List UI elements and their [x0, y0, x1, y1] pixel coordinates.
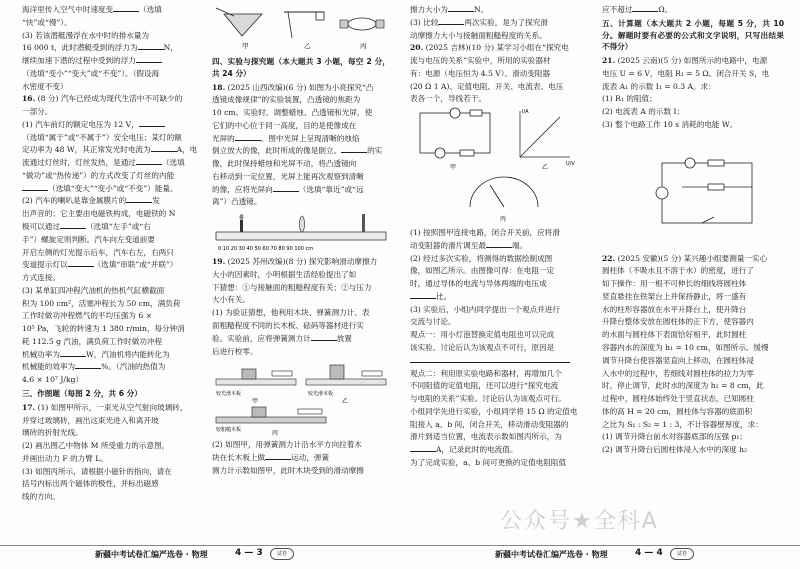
voltmeter — [435, 148, 445, 158]
axis-label: I/A — [522, 109, 529, 116]
footer-title: 新疆中考试卷汇编严选卷 · 物理 — [95, 550, 208, 559]
text: 括号内标出两个磁体的极性，并标出磁感 — [22, 479, 159, 489]
text: (3) 如图丙所示，请根据小磁针的指向，请在 — [22, 466, 172, 476]
text: 小组同学先进行实验，小组同学将 15 Ω 的定值电 — [410, 406, 578, 416]
figure-label: 丙 — [500, 216, 507, 224]
block-jia — [242, 369, 256, 379]
text: “做功”或“热传递”）的方式改变了灯丝的 — [22, 170, 160, 180]
text: 水的柱形容器放在水平升降台上，使升降台 — [602, 304, 747, 314]
text: (2025 苏州改编)(8 分) 探究影响滑动摩擦力 — [227, 257, 378, 267]
resistor-r2 — [708, 184, 724, 190]
answer-blank[interactable] — [265, 452, 291, 460]
text: 如下操作：用一根不可伸长的细线将圆柱体 — [602, 279, 747, 289]
text: 升降台整体安放在圆柱体的正下方，使容器内 — [602, 317, 754, 327]
text: 大小的因素时，小明根据生活经验提出了如 — [212, 269, 357, 279]
question-number: 21. — [602, 56, 616, 66]
text: 发 — [152, 196, 160, 206]
text: 继续加速下潜的过程中受到的浮力 — [22, 56, 136, 66]
figure-label: 丙 — [360, 42, 367, 50]
answer-blank[interactable] — [410, 291, 436, 299]
answer-blank[interactable] — [75, 361, 101, 369]
text: 10 cm。实验时，调整蜡烛、凸透镜和光屏，使 — [212, 108, 373, 118]
circuit-loop — [662, 163, 752, 223]
answer-blank[interactable] — [410, 355, 570, 363]
text: 动摩擦力大小与接触面粗糙程度的关系。 — [410, 30, 547, 40]
text: 并穿过玻璃砖，画出这束光进入和离开玻 — [22, 415, 159, 425]
figure-label: 较粗糙木板 — [216, 427, 242, 434]
text: (20 Ω 1 A)、定值电阻、开关、电流表、电压 — [410, 81, 564, 91]
text: 出声音的；它主要由电磁铁构成，电磁铁的 N — [22, 209, 176, 219]
friction-diagram — [212, 359, 390, 437]
question-number: 20. — [410, 43, 424, 53]
text: 的像，应将光屏向 — [212, 184, 273, 194]
text: 不同阻值的定值电阻，还可以进行“探究电流 — [410, 381, 559, 391]
text: 块在长木板上做 — [212, 453, 266, 463]
resistor-r1 — [708, 160, 724, 166]
board-yi — [306, 379, 386, 385]
text: 测力计示数如图甲，此时木块受到的滑动摩擦 — [212, 465, 364, 475]
text: (2025 安徽)(5 分) 某兴趣小组要测量一实心 — [617, 253, 768, 263]
answer-blank[interactable] — [410, 444, 436, 452]
section-heading: 三、作图题（每图 2 分，共 6 分） — [22, 388, 142, 398]
text: 比。 — [436, 291, 452, 301]
text: (3) 整个电路工作 10 s 消耗的电能 W。 — [602, 119, 738, 129]
text: 为了完成实验，a、b 间可更换的定值电阻阻值 — [410, 457, 567, 467]
answer-blank[interactable] — [68, 259, 94, 267]
light-screen — [362, 214, 365, 232]
answer-blank[interactable] — [113, 4, 139, 12]
right-column-1 — [410, 4, 592, 544]
text: 像，此时保持蜡烛和光屏不动，将凸透镜向 — [212, 159, 357, 169]
candle-flame — [240, 214, 244, 220]
text: 有：电源（电压恒为 4.5 V）、滑动变阻器 — [410, 68, 551, 78]
magnet-right — [376, 20, 384, 28]
text: (1) 为验证猜想，他利用木块、弹簧测力计、表 — [212, 308, 370, 318]
answer-blank[interactable] — [22, 183, 48, 191]
text: 定功率为 48 W，其正常发光时电流为 — [22, 145, 151, 155]
answer-blank[interactable] — [139, 119, 165, 127]
text: 透镜成像规律”的实验装置，凸透镜的焦距为 — [212, 95, 361, 105]
ammeter — [450, 108, 460, 118]
text: 流表 A₁ 的示数 I₁ = 0.3 A。求： — [602, 81, 716, 91]
text: Ω。 — [658, 5, 673, 14]
answer-blank[interactable] — [311, 333, 337, 341]
text: 容器内水的深度为 h₁ = 10 cm，如图所示。缓慢 — [602, 343, 769, 353]
text: （选填“变大”“变小”或“不变”） — [48, 183, 155, 193]
answer-blank[interactable] — [235, 133, 261, 141]
left-column-2 — [212, 4, 390, 544]
page-number: 4 — 4 — [635, 548, 663, 558]
answer-blank[interactable] — [60, 349, 86, 357]
ammeter-a — [656, 187, 668, 199]
figure-label: 丙 — [272, 430, 279, 438]
text: (1) 调节升降台前水对容器底部的压强 p₁； — [602, 432, 747, 442]
q17-diagrams — [212, 6, 390, 54]
section-heading: 五、计算题（本大题共 2 小题，每题 5 分，共 10 分。解题时要有必要的公式和文字说明，只写出结果不得分） — [602, 18, 784, 52]
switch-s — [702, 217, 714, 223]
block-bing — [252, 407, 266, 417]
text: 一部分。 — [22, 107, 53, 117]
page-footer-right — [400, 545, 800, 563]
optical-bench-diagram — [212, 210, 390, 254]
text: (3) 实验后，小组内同学提出一个观点并进行 — [410, 304, 560, 314]
text: N， — [163, 43, 178, 53]
text: 时，通过导体的电流与导体两端的电压成 — [410, 279, 547, 289]
figure-label: 较光滑木板 — [308, 391, 334, 398]
text: (1) R₁ 的阻值； — [602, 94, 657, 104]
graph-line — [520, 117, 560, 157]
object-m — [316, 12, 324, 20]
text: 验。实验前，应将弹簧测力计 — [212, 333, 311, 343]
text: 并画出动力 F 的力臂 L。 — [22, 453, 108, 463]
text: 滑片到适当位置，电流表示数如图丙所示，为 — [410, 432, 562, 442]
right-column-2 — [602, 4, 784, 544]
answer-blank[interactable] — [632, 4, 658, 12]
footer-badge: 试卷 — [270, 548, 294, 560]
text: 10⁵ Pa，飞轮的转速为 1 380 r/min，每分钟消 — [22, 324, 185, 334]
footer-title: 新疆中考试卷汇编严选卷 · 物理 — [495, 550, 608, 559]
text: 放置 — [336, 333, 352, 343]
figure-friction — [212, 359, 390, 437]
text: 观点二：利用原实验电路和器材，再增加几个 — [410, 368, 562, 378]
text: (3) 比较 — [410, 17, 439, 27]
text: 调节升降台使容器竖直向上移动，在圆柱体浸 — [602, 355, 754, 365]
text: 倒立放大的像，此时所成的像是倒立、 — [212, 146, 342, 156]
question-number: 19. — [212, 257, 226, 267]
text: 动变阻器的滑片调至最 — [410, 240, 486, 250]
text: 积为 100 cm²，活塞冲程长为 50 cm，满负荷 — [22, 298, 181, 308]
text: 方式连接。 — [22, 273, 60, 283]
figure-label: 乙 — [304, 42, 311, 50]
text: 它们的中心位于同一高度，目的是使像成在 — [212, 120, 357, 130]
figure-label: 乙 — [542, 164, 549, 172]
text: 的实 — [367, 146, 383, 156]
text: 时，停止调节，此时水的深度为 h₂ = 8 cm，此 — [602, 381, 764, 391]
text: （选填 — [161, 158, 185, 168]
answer-blank[interactable] — [126, 195, 152, 203]
text: 机械功率为 — [22, 349, 60, 359]
text: 的水面与圆柱体下表面恰好相平，此时圆柱 — [602, 330, 747, 340]
text: 观点一：用小灯泡替换定值电阻也可以完成 — [410, 330, 555, 340]
text: (2) 如图甲，用弹簧测力计沿水平方向拉着木 — [212, 440, 362, 450]
board-bing — [216, 417, 326, 423]
text: 下猜想：①与接触面的粗糙程度有关；②与压力 — [212, 282, 372, 292]
text: N。 — [473, 5, 489, 14]
text: A，电 — [176, 145, 198, 155]
text: 流通过灯丝时，灯丝发热，是通过 — [22, 158, 136, 168]
text: （选填 — [139, 5, 162, 14]
page-footer-left — [0, 545, 400, 563]
text: （选填“左手”或“右 — [85, 222, 151, 232]
text: (2) 画出图乙中物体 M 所受重力的示意图， — [22, 441, 170, 451]
axis-label: U/V — [566, 161, 575, 168]
text: 两次实验，是为了探究滑 — [464, 17, 548, 27]
text: 与电阻的关系”实验。讨论后认为该观点可行。 — [410, 394, 566, 404]
text: “快”或“慢”）。 — [22, 17, 72, 27]
text: 之比为 S₁ : S₂ = 1 : 3，不计容器壁厚度，求： — [602, 419, 763, 429]
text: (2) 调节升降台后圆柱体浸入水中的深度 h₂ — [602, 445, 748, 455]
answer-blank[interactable] — [138, 42, 164, 50]
section-heading: 四、实验与探究题（本大题共 3 小题，每空 2 分，共 24 分） — [212, 57, 390, 78]
q21-circuit — [602, 133, 784, 251]
text: （选填“变小”“变大”或“不变”）。（假设海 — [22, 68, 160, 78]
text: 极可以通过 — [22, 222, 60, 232]
text: 某灯的额 — [151, 132, 182, 142]
rheostat — [470, 110, 482, 116]
answer-blank[interactable] — [136, 157, 162, 165]
text: (1) 汽车前灯的额定电压为 12 V， — [22, 119, 139, 129]
text: 机械能的效率为 — [22, 362, 76, 372]
question-number: 16. — [22, 94, 36, 104]
text: W，汽油机将内能转化为 — [85, 349, 170, 359]
magnet-field — [348, 18, 376, 30]
text: 水密度不变） — [22, 81, 68, 91]
text: 能量。 — [154, 183, 178, 193]
text: 开启左侧的灯光提示后车，汽车右左，右两只 — [22, 247, 174, 257]
ammeter-dial — [470, 177, 538, 207]
text: (1) 按照图甲连接电路，闭合开关前，应将滑 — [410, 228, 560, 238]
figure-q20 — [410, 107, 592, 225]
dial-needle — [490, 185, 504, 207]
text: (2) 经过多次实验，将测得的数据绘制成图 — [410, 253, 553, 263]
answer-blank[interactable] — [60, 221, 86, 229]
text: 内能 — [159, 170, 175, 180]
bench-scale: 0 10 20 30 40 50 60 70 80 90 100 cm — [218, 246, 314, 253]
text: 擦力大小为 — [410, 5, 448, 14]
text: (3) 若该潜艇漫浮在水中时的排水量为 — [22, 30, 150, 40]
text: 体的高 H = 20 cm，圆柱体与容器的底面积 — [602, 406, 753, 416]
text: 过程中，圆柱体始终处于竖直状态，已知圆柱 — [602, 394, 754, 404]
optical-bench — [216, 232, 386, 240]
text: 变道提示灯以 — [22, 260, 68, 270]
text: (8 分) 汽车已经成为现代生活中不可缺少的 — [37, 94, 183, 104]
text: 右移动到一定位置，光屏上能再次观察到清晰 — [212, 171, 364, 181]
text: 圆柱体（不吸水且不溶于水）的密度，进行了 — [602, 266, 754, 276]
watermark: 公众号★全科A — [500, 509, 659, 534]
spring-scale-bing — [298, 409, 322, 414]
text: 璃砖的折射光线。 — [22, 428, 83, 438]
left-column-1 — [22, 4, 202, 544]
figure-label: 甲 — [242, 42, 249, 50]
candle — [240, 220, 243, 232]
question-number: 18. — [212, 82, 226, 92]
text: 4.6 × 10⁷ J/kg） — [22, 375, 84, 385]
text: (2025 云南)(5 分) 如图所示的电路中，电源 — [617, 56, 768, 66]
text: (2025 山西改编)(6 分) 如图为小亮探究“凸 — [227, 82, 374, 92]
text: 离”）凸透镜。 — [212, 197, 262, 207]
figure-label: 乙 — [342, 398, 349, 406]
text: 耗 112.5 g 汽油，满负荷工作时做功冲程 — [22, 336, 163, 346]
circuit-loop — [420, 113, 490, 153]
text: 。图中光屏上呈现清晰的烛焰 — [260, 133, 360, 143]
text: 光屏的 — [212, 133, 235, 143]
exam-page-right — [400, 0, 800, 569]
text: 后进行校零。 — [212, 346, 258, 356]
figure-label: 甲 — [252, 398, 259, 406]
text: （选填“串联”或“并联”） — [93, 260, 178, 270]
board-jia — [216, 379, 296, 385]
text: 该实验。讨论后认为该观点不可行，原因是 — [410, 343, 555, 353]
text: (1) 如图甲所示，一束光从空气射向玻璃砖， — [37, 402, 188, 412]
question-number: 17. — [22, 402, 36, 412]
answer-blank[interactable] — [151, 144, 177, 152]
text: 应不超过 — [602, 5, 633, 14]
text: 竖直悬挂在铁架台上并保持静止，将一盛有 — [602, 291, 747, 301]
answer-blank[interactable] — [341, 145, 367, 153]
text: 阻接入 a、b 间，闭合开关，移动滑动变阻器的 — [410, 419, 569, 429]
text: 流与电压的关系”实验中，所用的实验器材 — [410, 56, 551, 66]
text: 工作时做功冲程燃气的平均压强为 6 × — [22, 311, 152, 321]
q20-diagrams — [410, 107, 592, 225]
text: 面粗糙程度不同的长木板、砝码等器材进行实 — [212, 321, 364, 331]
figure-q21 — [602, 133, 784, 251]
text: (3) 某单缸四冲程汽油机的热机气缸横截面 — [22, 285, 165, 295]
text: %。（汽油的热值为 — [101, 362, 166, 372]
answer-blank[interactable] — [486, 240, 512, 248]
text: 海洋里传入空气中时速度变 — [22, 5, 114, 14]
text: 电压 U = 6 V，电阻 R₁ = 5 Ω。闭合开关 S，电 — [602, 68, 770, 78]
spring-scale-jia — [272, 371, 292, 376]
text: (2) 汽车的喇叭是靠金属膜片的 — [22, 196, 127, 206]
convex-lens — [300, 216, 305, 232]
text: 交流与讨论。 — [410, 317, 456, 327]
footer-badge: 试卷 — [670, 548, 694, 560]
text: 入水中的过程中，若细线对圆柱体的拉力为零 — [602, 368, 754, 378]
text: 运动，弹簧 — [291, 453, 330, 463]
figure-optical-bench — [212, 210, 390, 254]
text: A，记录此时的电流值。 — [436, 445, 518, 455]
glass-prism — [224, 14, 262, 36]
text: 手”）螺旋定则判断。汽车向左变道前要 — [22, 234, 155, 244]
block-yi — [330, 365, 344, 379]
answer-blank[interactable] — [273, 184, 299, 192]
question-number: 22. — [602, 253, 616, 263]
text: (2025 吉林)(10 分) 某学习小组在“探究电 — [425, 43, 569, 53]
figure-label: 较光滑木板 — [216, 391, 242, 398]
answer-blank[interactable] — [448, 4, 474, 12]
text: 大小有关。 — [212, 295, 250, 305]
spring-scale-yi — [362, 371, 382, 376]
text: 端。 — [511, 240, 528, 250]
figure-q17 — [212, 6, 390, 54]
text: 16 000 t，此时潜艇受到的浮力为 — [22, 43, 138, 53]
figure-label: 甲 — [450, 164, 457, 172]
text: (2) 电流表 A 的示数 I； — [602, 107, 685, 117]
text: 线的方向。 — [22, 492, 60, 502]
answer-blank[interactable] — [438, 17, 464, 25]
answer-blank[interactable] — [136, 55, 162, 63]
text: 像，如图乙所示。由图像可得：在电阻一定 — [410, 266, 555, 276]
ammeter-a1 — [685, 158, 695, 168]
text: 表各一个，导线若干。 — [410, 94, 486, 104]
text: （选填“靠近”或“远 — [298, 184, 364, 194]
magnet-left — [340, 20, 348, 28]
text: （选填“属于”或“不属于”）安全电压； — [22, 132, 152, 142]
resistor — [460, 150, 474, 156]
support-line — [288, 12, 292, 38]
page-number: 4 — 3 — [235, 548, 263, 558]
